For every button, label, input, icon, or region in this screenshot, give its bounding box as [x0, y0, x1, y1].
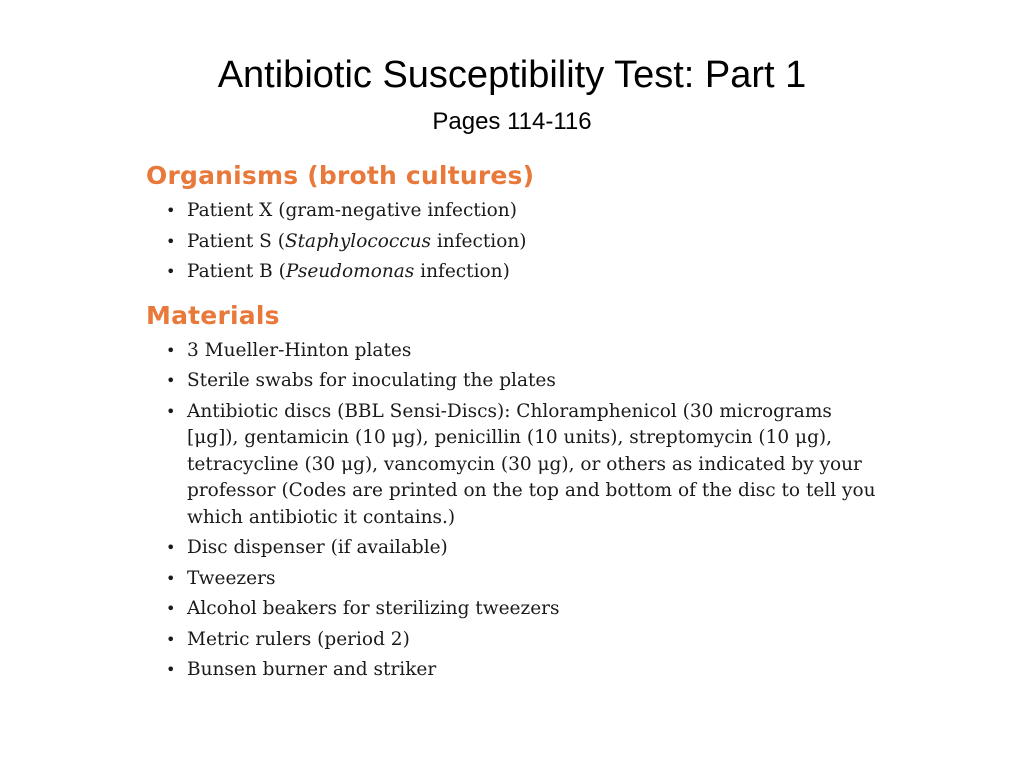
bullet-icon: •: [166, 371, 176, 390]
list-item: [146, 368, 886, 395]
material-text: Bunsen burner and striker: [187, 659, 437, 680]
list-item: [146, 596, 886, 623]
slide-title: Antibiotic Susceptibility Test: Part 1: [217, 54, 807, 96]
organism-text: Patient X (gram-negative infection): [187, 200, 517, 221]
bullet-icon: •: [166, 568, 176, 588]
list-item: [146, 657, 886, 684]
slide-subtitle: Pages 114-116: [432, 108, 592, 135]
organism-text-prefix: Patient S (: [187, 230, 285, 252]
list-item: [146, 198, 886, 225]
list-item: [146, 229, 886, 256]
bullet-icon: •: [166, 538, 176, 557]
bullet-icon: •: [166, 231, 176, 251]
organism-text-suffix: infection): [430, 230, 527, 252]
organism-text-prefix: Patient B (: [187, 261, 286, 282]
bullet-icon: •: [166, 262, 176, 281]
material-text: Metric rulers (period 2): [187, 628, 410, 650]
bullet-icon: •: [166, 340, 176, 360]
list-item: [146, 399, 886, 532]
bullet-icon: •: [166, 660, 176, 679]
bullet-icon: •: [166, 629, 176, 649]
material-text: Sterile swabs for inoculating the plates: [187, 370, 556, 391]
bullet-icon: •: [166, 599, 176, 618]
bullet-icon: •: [166, 201, 176, 220]
organisms-heading: Organisms (broth cultures): [146, 161, 535, 190]
material-text: Tweezers: [187, 567, 276, 589]
organism-name: Staphylococcus: [284, 230, 431, 252]
material-text: Disc dispenser (if available): [187, 537, 448, 558]
list-item: [146, 259, 886, 286]
material-text: Alcohol beakers for sterilizing tweezers: [187, 598, 560, 619]
list-item: [146, 566, 886, 593]
organism-text-suffix: infection): [414, 261, 510, 282]
organism-name: Pseudomonas: [285, 261, 415, 282]
material-text: 3 Mueller-Hinton plates: [187, 339, 412, 361]
organisms-list: [146, 198, 886, 286]
list-item: [146, 338, 886, 365]
content-area: [146, 158, 886, 688]
list-item: [146, 535, 886, 562]
list-item: [146, 627, 886, 654]
material-text: Antibiotic discs (BBL Sensi-Discs): Chloramphenicol (30 micrograms [μg]), gentamicin (10 μg), penicillin (10 units), streptomycin (10 μg), tetracycline (30 μg), vancomycin (30 μg), or others as indicated by your professor (Codes are printed on the top and bottom of the disc to tell you which antibiotic it contains.): [187, 400, 876, 528]
materials-heading: Materials: [146, 300, 280, 330]
bullet-icon: •: [166, 401, 176, 421]
materials-list: [146, 338, 886, 684]
